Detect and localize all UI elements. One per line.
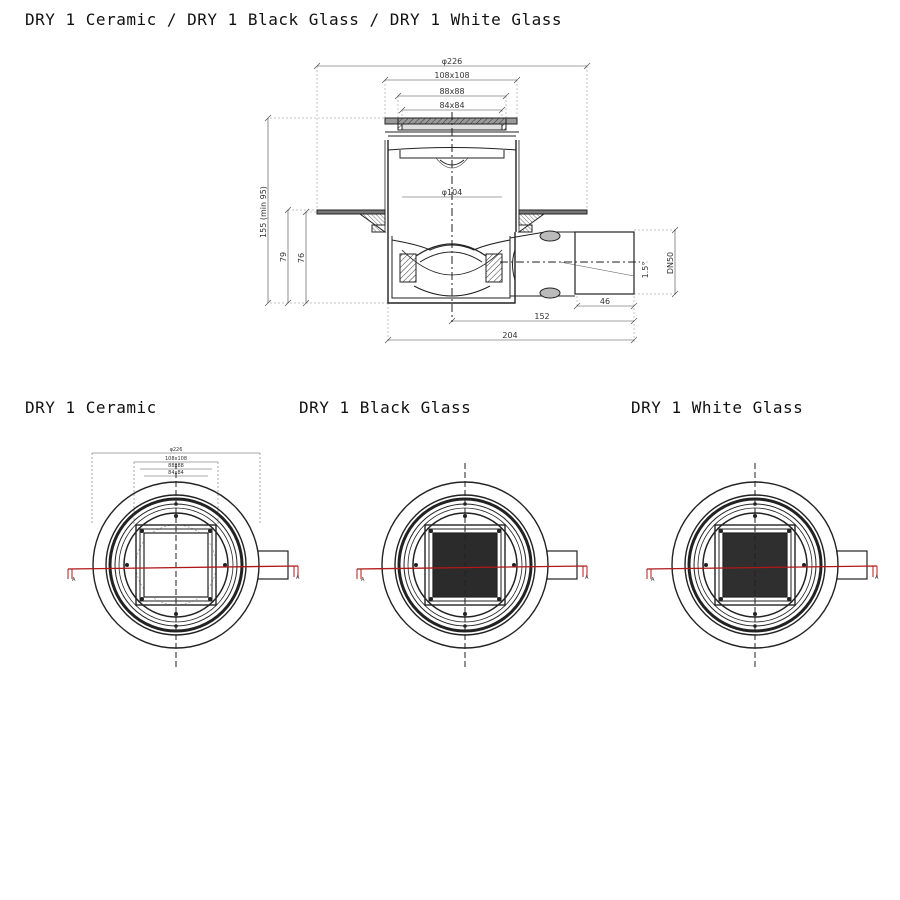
- plan-black-glass: [357, 463, 589, 667]
- ceramic-section-mark-right: A: [296, 575, 300, 581]
- dim-h76: 76: [297, 252, 306, 264]
- dim-body-dia: φ104: [441, 188, 463, 197]
- dim-grate: 84x84: [439, 101, 465, 110]
- dim-slope: 1.5°: [641, 261, 650, 279]
- plan-dim-grate: 84x84: [168, 470, 184, 476]
- plan-dim-outer-dia: φ226: [169, 447, 183, 453]
- black-section-mark-right: A: [585, 575, 589, 581]
- dim-frame: 88x88: [439, 87, 465, 96]
- dim-h79: 79: [279, 251, 288, 263]
- dim-outlet-len: 46: [599, 297, 611, 306]
- dim-flange: 108x108: [434, 71, 470, 80]
- dim-outer-dia: φ226: [441, 57, 463, 66]
- white-glass-title: DRY 1 White Glass: [631, 398, 804, 417]
- plan-dim-flange: 108x108: [164, 456, 188, 462]
- dim-height: 155 (min 95): [259, 186, 268, 238]
- ceramic-title: DRY 1 Ceramic: [25, 398, 157, 417]
- black-section-mark-left: A: [361, 577, 365, 583]
- white-section-mark-right: A: [875, 575, 879, 581]
- dim-offset: 152: [534, 312, 550, 321]
- ceramic-section-mark-left: A: [72, 577, 76, 583]
- plan-white-glass: [647, 463, 879, 667]
- plan-dim-frame: 88x88: [168, 463, 184, 469]
- dim-total: 204: [502, 331, 518, 340]
- dimension-lines: [265, 63, 678, 343]
- extension-lines: [270, 66, 678, 342]
- dim-dn: DN50: [666, 251, 675, 275]
- page-title: DRY 1 Ceramic / DRY 1 Black Glass / DRY 1 White Glass: [25, 10, 563, 29]
- black-glass-title: DRY 1 Black Glass: [299, 398, 472, 417]
- white-section-mark-left: A: [651, 577, 655, 583]
- section-view: [265, 63, 678, 343]
- plan-ceramic: [68, 447, 300, 667]
